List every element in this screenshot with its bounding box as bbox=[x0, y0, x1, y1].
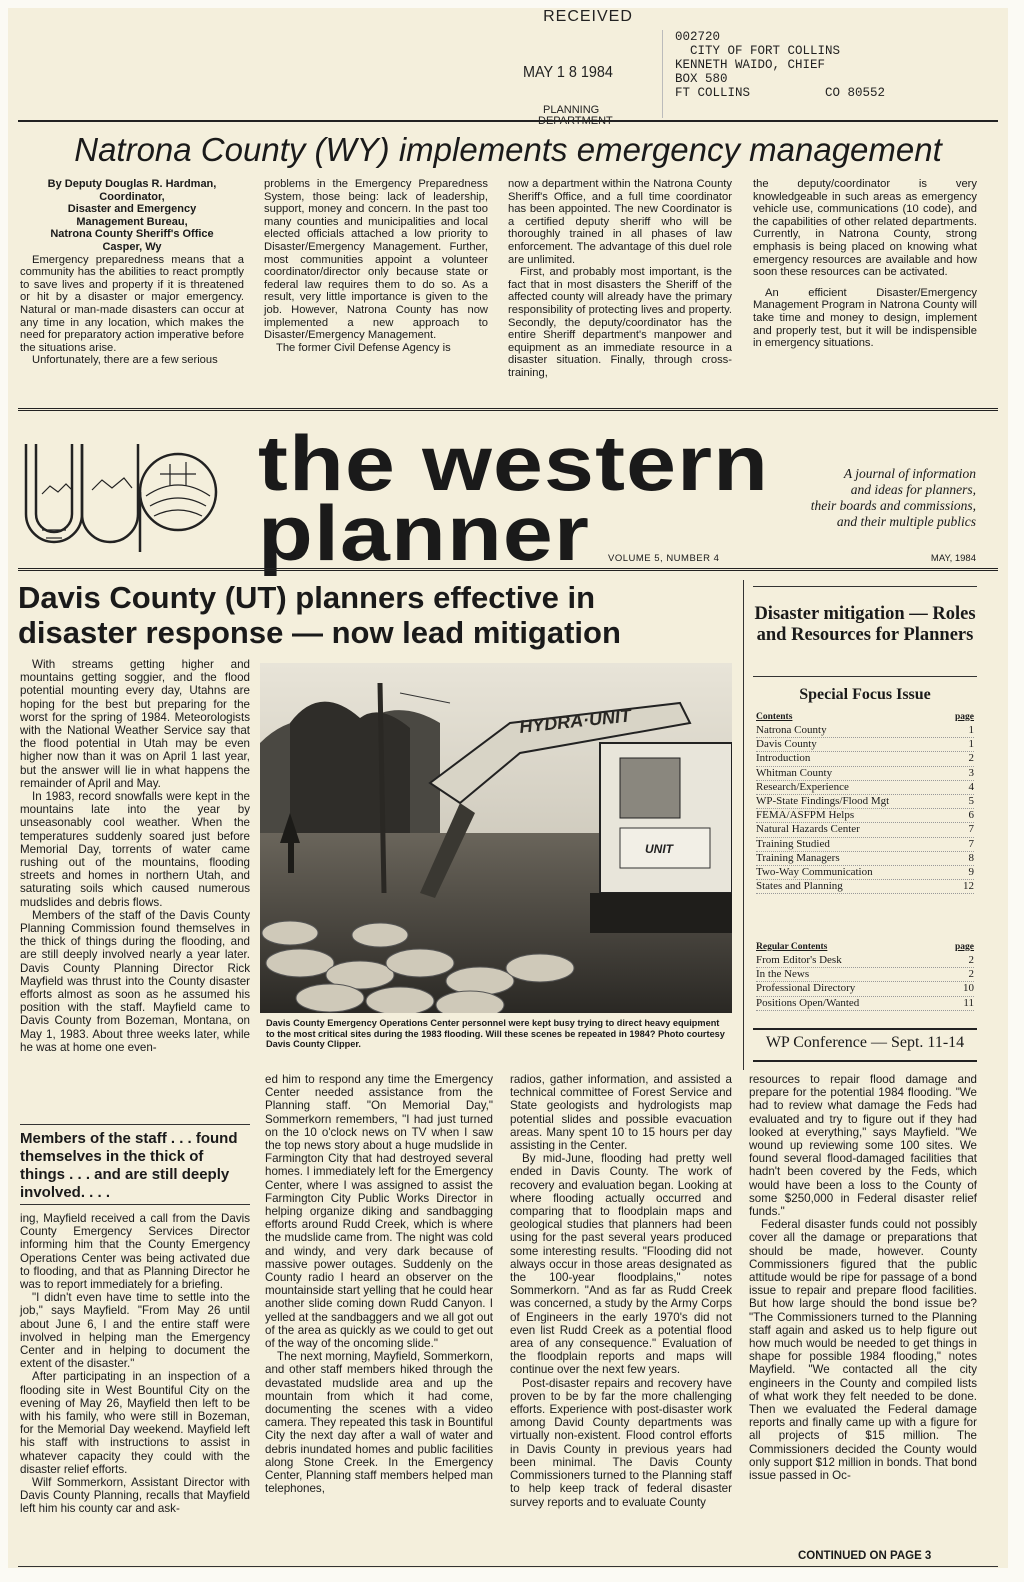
byline-line: Casper, Wy bbox=[102, 240, 162, 253]
regular-contents-row bbox=[756, 954, 974, 968]
contents-row bbox=[756, 767, 974, 781]
contents-entry-page: 3 bbox=[968, 766, 974, 779]
davis-headline-line: Davis County (UT) planners effective in bbox=[18, 580, 596, 615]
contents-entry-page: 7 bbox=[968, 837, 974, 850]
contents-entry-page: 12 bbox=[963, 880, 974, 893]
contents-entry-page: 6 bbox=[968, 809, 974, 822]
natrona-col-1 bbox=[20, 178, 244, 367]
natrona-paragraph: problems in the Emergency Preparedness System, those being: lack of leadership, support, money and concern. In the past too many counties and municipalities and local elected officials attached a low priority to Disaster/Emergency Management. Further, most communities appoint a volunteer coordinator/director only because state or federal law requires them to do so. As a result, very little importance is given to the job. However, Natrona County has now implemented a new approach to Disaster/Emergency Management. bbox=[264, 178, 488, 342]
contents-entry-label: Davis County bbox=[756, 738, 817, 751]
regular-contents-page-label: page bbox=[955, 942, 974, 952]
contents-header bbox=[756, 712, 974, 722]
masthead-title-line1: the western bbox=[258, 419, 770, 507]
received-stamp-date: MAY 1 8 1984 bbox=[523, 64, 613, 81]
photo-caption: Davis County Emergency Operations Center personnel were kept busy trying to direct heavy equipment to the most critical sites during the 1983 flooding. Will these scenes be repeated in 1984? Photo courtesy Davis County Clipper. bbox=[266, 1018, 725, 1050]
contents-entry-label: Training Studied bbox=[756, 837, 830, 850]
natrona-col-2 bbox=[264, 178, 488, 354]
natrona-paragraph: An efficient Disaster/Emergency Management Program in Natrona County will take time and money to design, implement and properly test, but it will be indispensible in emergency situations. bbox=[753, 286, 977, 350]
contents-entry-label: Whitman County bbox=[756, 766, 833, 779]
photo-cab-logo: UNIT bbox=[645, 842, 673, 856]
mailing-label-line: BOX 580 bbox=[675, 72, 728, 86]
contents-row bbox=[756, 738, 974, 752]
masthead-volume: VOLUME 5, NUMBER 4 bbox=[608, 553, 720, 564]
natrona-col-4 bbox=[753, 178, 977, 350]
regular-contents-entry-page: 2 bbox=[968, 954, 974, 966]
masthead-date: MAY, 1984 bbox=[930, 553, 976, 564]
pullquote: Members of the staff . . . found themselves in the thick of things . . . and are still deeply involved. . . . bbox=[20, 1130, 238, 1201]
contents-entry-page: 2 bbox=[968, 752, 974, 765]
regular-contents-list bbox=[756, 942, 974, 1011]
regular-contents-entry-page: 10 bbox=[963, 982, 974, 995]
davis-paragraph: resources to repair flood damage and prepare for the potential 1984 flooding. "We had to review what damage the Feds had evaluated and try to figure out if they had looked at everything," says Mayfield. "We wound up reviewing some 100 sites. We found several flood-damaged facilities that hadn't been covered by the Feds, which would have been a loss to the County of some $250,000 in Federal disaster relief funds." bbox=[749, 1073, 977, 1219]
davis-col-1 bbox=[20, 658, 250, 1054]
contents-entry-page: 5 bbox=[968, 795, 974, 808]
contents-rows bbox=[756, 724, 974, 894]
davis-paragraph: Wilf Sommerkorn, Assistant Director with Davis County Planning, recalls that Mayfield left him his county car and ask- bbox=[20, 1476, 250, 1516]
davis-paragraph: With streams getting higher and mountains getting soggier, and the flood potential mounting every day, Utahns are hoping for the best but preparing for the worst for the spring of 1984. Meteorologists with the National Weather Service say that the flood potential in Utah may be even higher now than it was on April 1 last year, but the answer will lie in what happens the remainder of April and May. bbox=[20, 658, 250, 790]
contents-entry-page: 7 bbox=[968, 823, 974, 836]
contents-row bbox=[756, 795, 974, 809]
sidebar-title: Disaster mitigation — Roles and Resources for Planners bbox=[754, 604, 976, 645]
contents-entry-label: WP-State Findings/Flood Mgt bbox=[756, 795, 890, 808]
contents-entry-label: States and Planning bbox=[756, 880, 843, 893]
newspaper-page bbox=[8, 8, 1008, 1568]
natrona-paragraph: The former Civil Defense Agency is bbox=[276, 341, 451, 354]
natrona-byline bbox=[20, 178, 244, 254]
natrona-paragraph: the deputy/coordinator is very knowledgeable in such areas as emergency vehicle use, communications (10 code), and the capabilities of other related departments. Currently, in Natrona County, strong emphasis is being placed on knowing what emergency resources are available and how soon these resources can be activated. bbox=[753, 178, 977, 279]
mailing-label-line: 002720 bbox=[675, 30, 721, 44]
mailing-label-line: KENNETH WAIDO, CHIEF bbox=[675, 58, 826, 72]
davis-col-2 bbox=[265, 1073, 493, 1496]
contents-list bbox=[756, 712, 974, 894]
mailing-label-line: FT COLLINS CO 80552 bbox=[675, 86, 886, 100]
regular-contents-row bbox=[756, 968, 974, 982]
regular-contents-header bbox=[756, 942, 974, 952]
contents-entry-label: FEMA/ASFPM Helps bbox=[756, 809, 855, 822]
davis-paragraph: By mid-June, flooding had pretty well ended in Davis County. The work of recovery and evaluation began. Looking at where flooding actually occurred and comparing that to floodplain maps and geological studies that planners had been using for the past several years produced some interesting results. "Flooding did not always occur in those areas designated as the 100-year floodplains," notes Sommerkorn. "And as far as Rudd Creek was concerned, a study by the Army Corps of Engineers in the early 1970's did not even list Rudd Creek as a potential flood area of any consequence." Evaluation of the floodplain reports and maps will continue over the next few years. bbox=[510, 1152, 732, 1377]
flood-excavator-photo bbox=[260, 663, 732, 1013]
davis-paragraph: After participating in an inspection of a flooding site in West Bountiful City on the evening of May 26, Mayfield then left to be with his family, who were still in Bozeman, for the Memorial Day weekend. Mayfield left his staff with instructions to assist in whatever capacity they could with the disaster relief efforts. bbox=[20, 1370, 250, 1476]
contents-row bbox=[756, 752, 974, 766]
davis-paragraph: In 1983, record snowfalls were kept in the mountains late into the year by unseasonably cool weather. When the temperatures suddenly soared just before Memorial Day, torrents of water came rushing out of the mountains, flooding streets and homes in northern Utah, and saturating soils which caused numerous mudslides and debris flows. bbox=[20, 790, 250, 909]
davis-headline bbox=[18, 580, 738, 650]
davis-paragraph: Members of the staff of the Davis County Planning Commission found themselves in the thick of things during the flooding, and are still deeply involved nearly a year later. Davis County Planning Director Rick Mayfield was thrust into the County disaster efforts almost as soon as he assumed his position with the staff. Mayfield came to Davis County from Bozeman, Montana, on May 1, 1983. About three weeks later, while he was at home one even- bbox=[20, 908, 250, 1054]
contents-row bbox=[756, 838, 974, 852]
received-stamp-dept2: DEPARTMENT bbox=[538, 115, 613, 127]
regular-contents-label: Regular Contents bbox=[756, 942, 828, 952]
regular-contents-entry-page: 2 bbox=[968, 968, 974, 981]
masthead-title-line2: planner bbox=[258, 489, 591, 577]
contents-entry-label: Research/Experience bbox=[756, 780, 849, 793]
natrona-headline: Natrona County (WY) implements emergency management bbox=[74, 131, 942, 168]
contents-row bbox=[756, 823, 974, 837]
tagline-line: their boards and commissions, bbox=[810, 498, 976, 513]
davis-paragraph: The next morning, Mayfield, Sommerkorn, and other staff members hiked through the devastated mudslide area and up the mountain from which it had come, documenting the scenes with a video camera. They repeated this task in Bountiful City the next day after a wall of water and debris inundated homes and public facilities along Stone Creek. In the Emergency Center, Planning staff members helped man telephones, bbox=[265, 1350, 493, 1496]
contents-entry-page: 4 bbox=[968, 780, 974, 793]
photo-sign-text: HYDRA·UNIT bbox=[518, 705, 632, 737]
davis-paragraph: "I didn't even have time to settle into the job," says Mayfield. "From May 26 until about June 6, I and the entire staff were involved in helping man the Emergency Center and in helping to document the extent of the disaster." bbox=[20, 1291, 250, 1371]
received-stamp-dept: PLANNING bbox=[543, 104, 600, 116]
contents-entry-page: 9 bbox=[968, 866, 974, 879]
contents-row bbox=[756, 880, 974, 894]
contents-entry-label: Introduction bbox=[756, 752, 811, 765]
sidebar-title-rule bbox=[753, 676, 977, 677]
regular-contents-row bbox=[756, 997, 974, 1011]
contents-entry-label: Two-Way Communication bbox=[756, 866, 873, 879]
contents-entry-label: Training Managers bbox=[756, 851, 840, 864]
regular-contents-rows bbox=[756, 954, 974, 1011]
natrona-col-3 bbox=[508, 178, 732, 380]
natrona-paragraph: now a department within the Natrona County Sheriff's Office, and a full time coordinator has been appointed. The new Coordinator is a certified deputy sheriff who will be thoroughly trained in all phases of law enforcement. The advantage of this duel role are unlimited. bbox=[508, 178, 732, 266]
masthead-top-rule bbox=[18, 408, 998, 411]
byline-line: Natrona County Sheriff's Office bbox=[50, 228, 214, 241]
davis-paragraph: ing, Mayfield received a call from the Davis County Emergency Services Director informing him that the County Emergency Operations Center was being activated due to flooding, and that as Planning Director he was to report immediately for a briefing. bbox=[20, 1212, 250, 1292]
sidebar-top-rule bbox=[753, 586, 977, 587]
tagline-line: and ideas for planners, bbox=[850, 482, 976, 497]
sidebar-divider bbox=[743, 580, 744, 1070]
pullquote-rule-top bbox=[20, 1124, 250, 1125]
masthead-title bbox=[258, 419, 770, 577]
masthead-tagline bbox=[738, 466, 976, 530]
received-stamp-title: RECEIVED bbox=[543, 8, 633, 25]
contents-entry-page: 1 bbox=[968, 724, 974, 736]
davis-headline-line: disaster response — now lead mitigation bbox=[18, 615, 621, 650]
conference-banner: WP Conference — Sept. 11-14 bbox=[765, 1034, 965, 1051]
tagline-line: and their multiple publics bbox=[836, 514, 976, 529]
contents-row bbox=[756, 852, 974, 866]
contents-row bbox=[756, 809, 974, 823]
byline-line: By Deputy Douglas R. Hardman, bbox=[47, 178, 217, 190]
contents-row bbox=[756, 781, 974, 795]
regular-contents-row bbox=[756, 982, 974, 996]
contents-row bbox=[756, 724, 974, 738]
pullquote-rule-bottom bbox=[20, 1204, 250, 1205]
mailing-label bbox=[662, 30, 963, 118]
contents-label: Contents bbox=[756, 712, 793, 722]
natrona-paragraph: First, and probably most important, is the fact that in most disasters the Sheriff of the affected county will already have the primary responsibility of protecting lives and property. Secondly, the deputy/coordinator has the entire Sheriff department's manpower and equipment as an immediate resource in a disaster situation. Finally, through cross-training, bbox=[508, 266, 732, 379]
continued-notice: CONTINUED ON PAGE 3 bbox=[798, 1550, 932, 1562]
conference-rule-bottom bbox=[753, 1060, 977, 1062]
davis-paragraph: ed him to respond any time the Emergency Center needed assistance from the Planning staff. "On Memorial Day," Sommerkorn remembers, "I had just turned on the 10 o'clock news on TV when I saw the top news story about a huge mudslide in Farmington City that had destroyed several homes. I immediately left for the Emergency Center, where I was assigned to assist the Farmington City Public Works Director in helping organize diking and sandbagging efforts around Rudd Creek, which is where the mudslide came from. The night was cold and windy, and very dark because of massive power outages. Suddenly on the County radio I heard an observer on the mountainside start yelling that he could hear another slide coming down Rudd Canyon. I yelled at the sandbaggers and we all got out of the area as quickly as we could to get out of the way of the oncoming slide." bbox=[265, 1073, 493, 1351]
bottom-rule bbox=[18, 1566, 998, 1567]
contents-page-label: page bbox=[955, 712, 974, 722]
western-planner-logo bbox=[20, 434, 220, 558]
regular-contents-entry-label: In the News bbox=[756, 968, 810, 981]
contents-entry-label: Natrona County bbox=[756, 724, 827, 736]
davis-col-3 bbox=[510, 1073, 732, 1509]
regular-contents-entry-page: 11 bbox=[963, 996, 974, 1009]
tagline-line: A journal of information bbox=[843, 466, 976, 481]
mailing-label-line: CITY OF FORT COLLINS bbox=[675, 44, 841, 58]
davis-col-1b bbox=[20, 1212, 250, 1516]
byline-line: Disaster and Emergency bbox=[67, 203, 197, 216]
special-focus-label: Special Focus Issue bbox=[799, 686, 931, 703]
contents-entry-label: Natural Hazards Center bbox=[756, 823, 860, 836]
conference-rule-top bbox=[753, 1028, 977, 1030]
davis-col-4 bbox=[749, 1073, 977, 1482]
davis-paragraph: radios, gather information, and assisted a technical committee of Forest Service and State geologists and hydrologists map potential slides and possible evacuation areas. Many spent 10 to 15 hours per day assisting in the Center. bbox=[510, 1073, 732, 1153]
regular-contents-entry-label: From Editor's Desk bbox=[756, 954, 842, 966]
contents-row bbox=[756, 866, 974, 880]
contents-entry-page: 1 bbox=[968, 738, 974, 751]
received-stamp bbox=[523, 8, 653, 26]
byline-line: Coordinator, bbox=[99, 190, 165, 203]
natrona-paragraph: Emergency preparedness means that a community has the abilities to react promptly to save lives and property if it is threatened or hit by a disaster or major emergency. Natural or man-made disasters can occur at any time in any location, which makes the need for preparatory action imperative before the situations arise. bbox=[20, 253, 244, 354]
davis-paragraph: Federal disaster funds could not possibly cover all the damage or preparations that should be made, however. County Commissioners figured that the public attitude would be ripe for passage of a bond issue to repair and prepare flood facilities. But how large should the bond issue be? "The Commissioners turned to the Planning staff again and asked us to help figure out how much would be needed to get things in shape for possible 1984 flooding," notes Mayfield. "We contacted all the city engineers in the County and compiled lists of what work they felt needed to be done. Then we evaluated the Federal damage reports and finally came up with a figure for all projects of $15 million. The Commissioners decided the County would only support $12 million in bonds. That bond issue passed in Oc- bbox=[749, 1218, 977, 1483]
contents-entry-page: 8 bbox=[968, 851, 974, 864]
byline-line: Management Bureau, bbox=[76, 215, 188, 228]
regular-contents-entry-label: Professional Directory bbox=[756, 982, 856, 995]
davis-paragraph: Post-disaster repairs and recovery have proven to be by far the more challenging efforts. Experience with post-disaster work among David County departments was virtually non-existent. Flood control efforts in Davis County in previous years had been minimal. The Davis County Commissioners turned to the Planning staff to help keep track of federal disaster survey reports and to evaluate County bbox=[510, 1376, 732, 1509]
regular-contents-entry-label: Positions Open/Wanted bbox=[756, 996, 860, 1009]
natrona-paragraph: Unfortunately, there are a few serious bbox=[32, 354, 218, 367]
top-rule bbox=[18, 120, 998, 122]
masthead-bottom-rule bbox=[18, 568, 998, 571]
